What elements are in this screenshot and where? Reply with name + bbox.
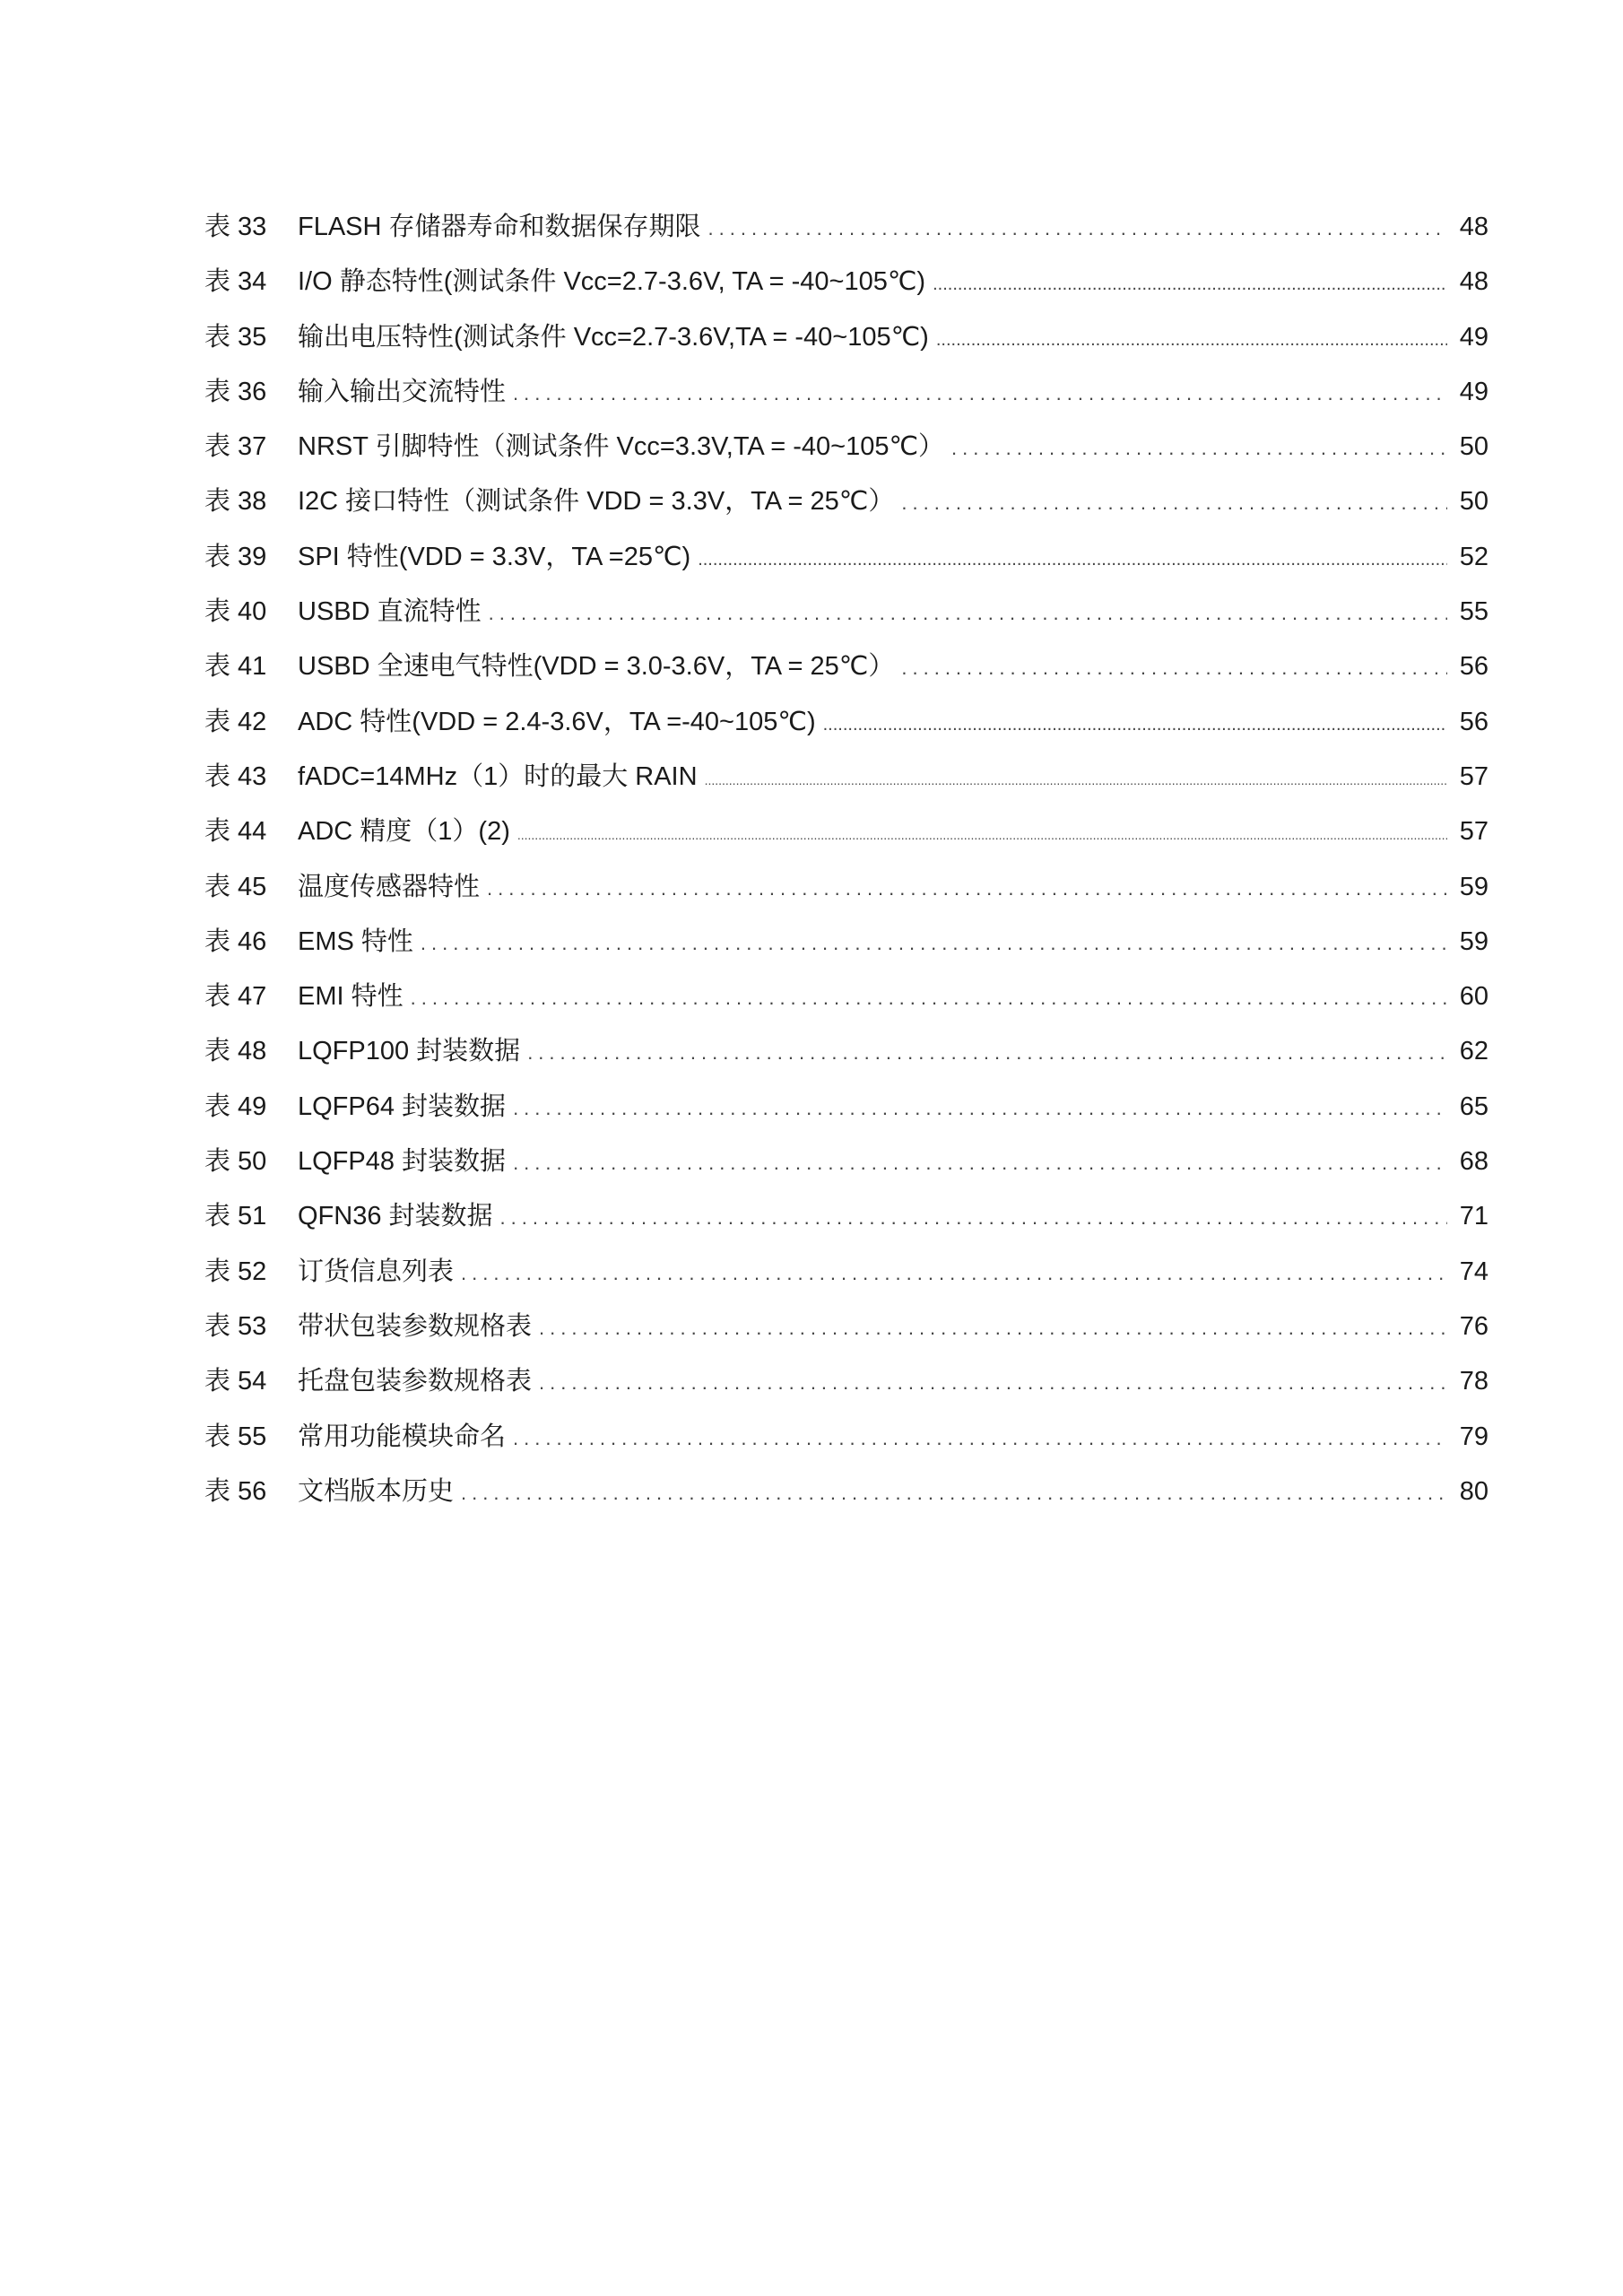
- toc-title: SPI 特性(VDD = 3.3V，TA =25℃): [298, 542, 691, 571]
- toc-entry[interactable]: [204, 978, 1488, 1033]
- toc-entry[interactable]: [204, 319, 1488, 374]
- toc-leader-dots: [500, 1200, 1447, 1236]
- toc-page-number: 49: [1459, 322, 1488, 352]
- toc-leader-dots: [901, 650, 1447, 686]
- toc-number: 表 34: [204, 267, 267, 297]
- toc-number: 表 33: [204, 213, 267, 241]
- toc-page-number: 57: [1459, 761, 1488, 791]
- toc-page-number: 79: [1459, 1422, 1488, 1451]
- toc-entry[interactable]: [204, 924, 1488, 978]
- toc-page-number: 74: [1459, 1257, 1488, 1286]
- toc-page-number: 80: [1459, 1476, 1488, 1506]
- toc-number: 表 42: [204, 707, 267, 736]
- toc-number: 表 48: [204, 1037, 267, 1066]
- toc-page-number: 71: [1459, 1202, 1488, 1231]
- toc-title: LQFP100 封装数据: [298, 1037, 521, 1066]
- toc-page-number: 50: [1459, 487, 1488, 517]
- toc-entry[interactable]: [204, 483, 1488, 538]
- toc-page-number: 76: [1459, 1311, 1488, 1341]
- toc-number: 表 54: [204, 1367, 267, 1396]
- toc-number: 表 53: [204, 1311, 267, 1341]
- toc-page-number: 57: [1459, 817, 1488, 847]
- table-of-tables: [204, 209, 1488, 1528]
- toc-entry[interactable]: [204, 1033, 1488, 1088]
- toc-title: I2C 接口特性（测试条件 VDD = 3.3V，TA = 25℃）: [298, 487, 895, 517]
- toc-entry[interactable]: [204, 1089, 1488, 1144]
- toc-number: 表 40: [204, 597, 267, 627]
- toc-entry[interactable]: [204, 209, 1488, 264]
- toc-entry[interactable]: [204, 374, 1488, 429]
- toc-leader-dots: [539, 1310, 1447, 1346]
- toc-leader-dots: [513, 1421, 1447, 1457]
- toc-page-number: 50: [1459, 432, 1488, 462]
- toc-leader-dots: [708, 211, 1447, 247]
- toc-number: 表 38: [204, 487, 267, 517]
- toc-number: 表 36: [204, 377, 267, 406]
- toc-entry[interactable]: [204, 1144, 1488, 1198]
- toc-number: 表 46: [204, 926, 267, 956]
- toc-leader-dots: [487, 871, 1447, 907]
- toc-leader-dots: [539, 1365, 1447, 1401]
- toc-page-number: 56: [1459, 707, 1488, 736]
- toc-title: ADC 特性(VDD = 2.4-3.6V，TA =-40~105℃): [298, 707, 816, 736]
- toc-title: FLASH 存储器寿命和数据保存期限: [298, 213, 701, 241]
- toc-number: 表 44: [204, 817, 267, 847]
- toc-title: ADC 精度（1）(2): [298, 817, 510, 847]
- toc-title: 输入输出交流特性: [298, 377, 507, 406]
- toc-entry[interactable]: [204, 1474, 1488, 1528]
- toc-leader-dots: [461, 1475, 1447, 1511]
- toc-leader-dots: [517, 817, 1447, 853]
- toc-entry[interactable]: [204, 869, 1488, 924]
- toc-title: 文档版本历史: [298, 1476, 455, 1506]
- toc-title: LQFP64 封装数据: [298, 1091, 507, 1121]
- toc-number: 表 56: [204, 1476, 267, 1506]
- toc-title: 带状包装参数规格表: [298, 1311, 533, 1341]
- toc-title: EMS 特性: [298, 926, 413, 956]
- toc-entry[interactable]: [204, 539, 1488, 594]
- toc-leader-dots: [705, 762, 1447, 798]
- toc-title: USBD 全速电气特性(VDD = 3.0-3.6V，TA = 25℃）: [298, 652, 895, 682]
- toc-number: 表 35: [204, 322, 267, 352]
- toc-page-number: 78: [1459, 1367, 1488, 1396]
- toc-title: 托盘包装参数规格表: [298, 1367, 533, 1396]
- toc-entry[interactable]: [204, 594, 1488, 648]
- toc-title: EMI 特性: [298, 982, 404, 1012]
- toc-title: QFN36 封装数据: [298, 1202, 493, 1231]
- toc-number: 表 41: [204, 652, 267, 682]
- toc-leader-dots: [933, 266, 1447, 302]
- toc-page-number: 48: [1459, 267, 1488, 297]
- toc-page-number: 62: [1459, 1037, 1488, 1066]
- toc-number: 表 39: [204, 542, 267, 571]
- toc-number: 表 50: [204, 1147, 267, 1177]
- toc-entry[interactable]: [204, 429, 1488, 483]
- toc-leader-dots: [901, 485, 1447, 521]
- toc-page-number: 59: [1459, 872, 1488, 901]
- toc-title: 温度传感器特性: [298, 872, 481, 901]
- toc-entry[interactable]: [204, 759, 1488, 813]
- toc-number: 表 49: [204, 1091, 267, 1121]
- toc-number: 表 55: [204, 1422, 267, 1451]
- toc-entry[interactable]: [204, 1419, 1488, 1474]
- toc-leader-dots: [489, 596, 1447, 631]
- toc-entry[interactable]: [204, 1254, 1488, 1309]
- toc-title: fADC=14MHz（1）时的最大 RAIN: [298, 761, 698, 791]
- toc-leader-dots: [936, 322, 1447, 358]
- toc-leader-dots: [513, 1091, 1447, 1126]
- toc-leader-dots: [527, 1035, 1447, 1071]
- toc-page-number: 49: [1459, 377, 1488, 406]
- toc-leader-dots: [461, 1256, 1447, 1292]
- toc-number: 表 47: [204, 982, 267, 1012]
- toc-number: 表 37: [204, 432, 267, 462]
- toc-page-number: 65: [1459, 1091, 1488, 1121]
- toc-leader-dots: [823, 707, 1447, 743]
- toc-entry[interactable]: [204, 648, 1488, 703]
- toc-leader-dots: [513, 376, 1447, 412]
- toc-title: NRST 引脚特性（测试条件 Vcc=3.3V,TA = -40~105℃）: [298, 432, 945, 462]
- toc-entry[interactable]: [204, 1198, 1488, 1253]
- toc-leader-dots: [513, 1145, 1447, 1181]
- toc-title: 订货信息列表: [298, 1257, 455, 1286]
- toc-title: 常用功能模块命名: [298, 1422, 507, 1451]
- toc-entry[interactable]: [204, 264, 1488, 318]
- toc-leader-dots: [411, 980, 1447, 1016]
- toc-title: 输出电压特性(测试条件 Vcc=2.7-3.6V,TA = -40~105℃): [298, 322, 929, 352]
- toc-number: 表 45: [204, 872, 267, 901]
- toc-leader-dots: [421, 926, 1447, 961]
- toc-title: USBD 直流特性: [298, 597, 482, 627]
- toc-number: 表 43: [204, 761, 267, 791]
- toc-entry[interactable]: [204, 1309, 1488, 1363]
- toc-page-number: 56: [1459, 652, 1488, 682]
- toc-page-number: 60: [1459, 982, 1488, 1012]
- toc-entry[interactable]: [204, 813, 1488, 868]
- toc-page-number: 68: [1459, 1147, 1488, 1177]
- toc-page-number: 52: [1459, 542, 1488, 571]
- toc-leader-dots: [951, 430, 1447, 466]
- toc-entry[interactable]: [204, 1363, 1488, 1418]
- toc-number: 表 51: [204, 1202, 267, 1231]
- toc-leader-dots: [698, 542, 1447, 578]
- toc-page-number: 55: [1459, 597, 1488, 627]
- toc-page-number: 48: [1459, 213, 1488, 241]
- toc-title: LQFP48 封装数据: [298, 1147, 507, 1177]
- toc-page-number: 59: [1459, 926, 1488, 956]
- toc-number: 表 52: [204, 1257, 267, 1286]
- toc-title: I/O 静态特性(测试条件 Vcc=2.7-3.6V, TA = -40~105℃): [298, 267, 926, 297]
- toc-entry[interactable]: [204, 704, 1488, 759]
